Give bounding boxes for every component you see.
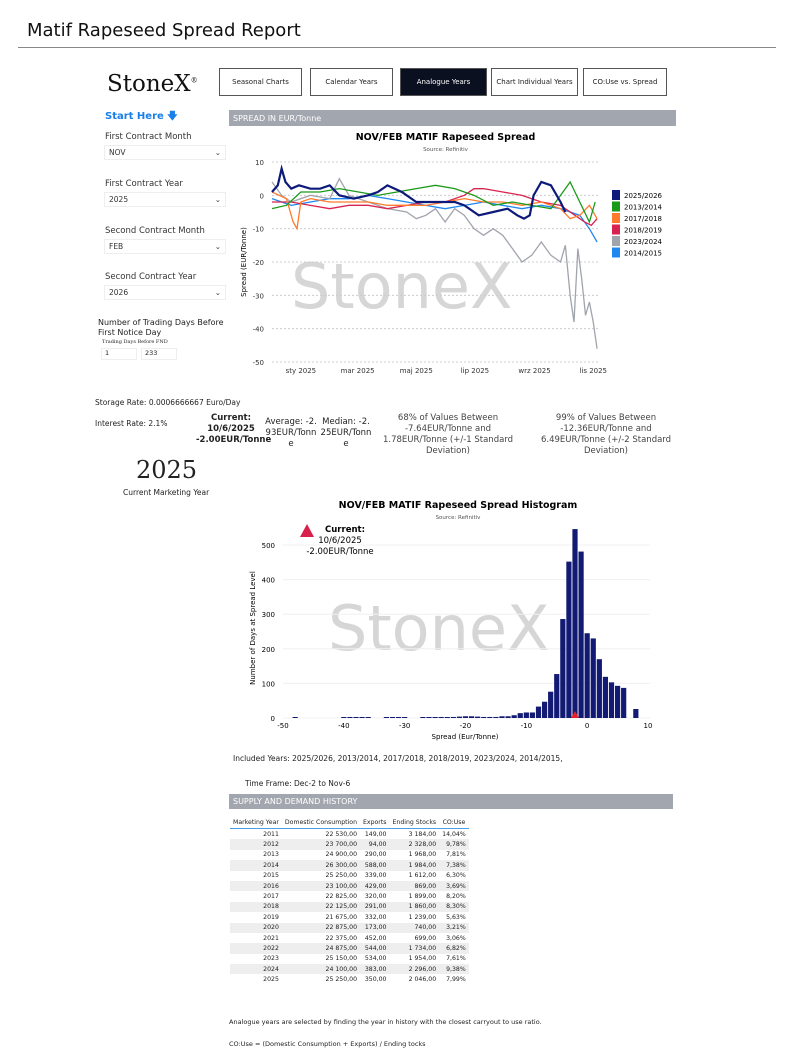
y-axis-label: Number of Days at Spread Level	[249, 571, 257, 685]
y-tick-label: 300	[261, 611, 275, 620]
table-cell: 429,00	[360, 881, 389, 891]
table-cell: 2015	[263, 872, 279, 880]
y-axis-label: Spread (EUR/Tonne)	[240, 227, 248, 297]
histogram-bar	[293, 717, 298, 718]
y-tick-label: -50	[252, 359, 264, 367]
current-legend-triangle	[300, 524, 314, 537]
table-cell: 23 700,00	[282, 839, 360, 849]
column-header[interactable]: CO:Use	[439, 817, 469, 829]
table-cell: 2011	[263, 830, 279, 838]
histogram-bar	[481, 717, 486, 718]
histogram-bar	[451, 717, 456, 718]
legend-swatch	[612, 248, 620, 258]
table-cell: 21 675,00	[325, 913, 358, 921]
legend-swatch	[612, 190, 620, 200]
histogram-bar	[518, 713, 523, 718]
table-cell: 2 296,00	[390, 964, 440, 974]
x-tick-label: maj 2025	[399, 367, 433, 375]
histogram-bar	[578, 552, 583, 718]
table-cell: 22 375,00	[325, 934, 358, 942]
trading-days-sublabel: Trading Days Before FND	[102, 339, 168, 345]
arrow-down-icon: 🡇	[167, 111, 178, 122]
footnote-analogue: Analogue years are selected by finding the year in history with the closest carryout to use ratio.	[229, 1018, 542, 1026]
histogram-bar	[402, 717, 407, 718]
histogram-bar	[603, 677, 608, 718]
histogram-bar	[366, 717, 371, 718]
table-row	[230, 954, 469, 964]
histogram-bar	[536, 707, 541, 718]
tab-calendar-years[interactable]: Calendar Years	[310, 68, 393, 96]
table-cell: 9,78%	[439, 839, 469, 849]
table-cell: 2020	[230, 923, 282, 933]
y-tick-label: 10	[255, 159, 264, 167]
x-tick-label: lip 2025	[460, 367, 490, 375]
chevron-down-icon: ⌄	[214, 288, 221, 297]
table-cell: 1 968,00	[408, 851, 437, 859]
table-cell: 2016	[230, 881, 282, 891]
table-row	[230, 881, 469, 891]
table-cell: 3,06%	[446, 934, 466, 942]
table-row	[230, 923, 469, 933]
series-line-2025/2026	[272, 169, 565, 219]
divider	[18, 47, 776, 48]
histogram-bar	[457, 717, 462, 718]
x-tick-label: mar 2025	[340, 367, 375, 375]
y-tick-label: 0	[259, 192, 264, 201]
histogram-bar	[439, 717, 444, 718]
chart-subtitle: Source: Refinitiv	[423, 147, 468, 153]
table-cell: 869,00	[390, 881, 440, 891]
histogram-bar	[560, 619, 565, 718]
histogram-bar	[597, 659, 602, 718]
tab-co-use-vs-spread[interactable]: CO:Use vs. Spread	[583, 68, 667, 96]
histogram-bar	[566, 562, 571, 718]
y-tick-label: -40	[252, 325, 264, 334]
histogram-bar	[585, 633, 590, 718]
histogram-bar	[572, 529, 577, 718]
table-cell: 7,81%	[446, 851, 466, 859]
histogram-bar	[445, 717, 450, 718]
table-cell: 3 184,00	[408, 830, 437, 838]
x-tick-label: -50	[277, 722, 289, 730]
histogram-bar	[542, 702, 547, 718]
table-cell: 25 250,00	[325, 872, 358, 880]
histogram-bar	[615, 686, 620, 718]
histogram-bar	[469, 716, 474, 718]
second-year-select[interactable]: 2026 ⌄	[104, 285, 226, 300]
chart-subtitle: Source: Refinitiv	[435, 515, 481, 521]
spread-line-chart	[229, 128, 679, 378]
sd1-stat: 68% of Values Between -7.64EUR/Tonne and 1.78EUR/Tonne (+/-1 Standard Deviation)	[382, 413, 514, 456]
histogram-bar	[475, 717, 480, 718]
current-annotation-value: -2.00EUR/Tonne	[306, 547, 374, 557]
legend-label: 2017/2018	[624, 215, 662, 223]
table-cell: 3,21%	[439, 923, 469, 933]
x-tick-label: lis 2025	[579, 367, 608, 375]
average-stat: Average: -2.93EUR/Tonne	[265, 417, 317, 449]
x-tick-label: wrz 2025	[518, 367, 551, 375]
legend-swatch	[612, 213, 620, 223]
supply-demand-table	[230, 817, 469, 985]
table-cell: 2025	[263, 976, 279, 984]
histogram-bar	[530, 712, 535, 718]
histogram-bar	[341, 717, 346, 718]
supply-demand-header: SUPPLY AND DEMAND HISTORY	[229, 794, 673, 809]
table-cell: 2019	[263, 913, 279, 921]
x-tick-label: sty 2025	[285, 367, 317, 375]
histogram-bar	[353, 717, 358, 718]
included-years: Included Years: 2025/2026, 2013/2014, 2017/2018, 2018/2019, 2023/2024, 2014/2015,	[233, 754, 563, 763]
legend-swatch	[612, 225, 620, 235]
column-header[interactable]: Ending Stocks	[390, 817, 440, 829]
table-cell: 2013	[263, 851, 279, 859]
table-cell: 6,30%	[446, 872, 466, 880]
table-cell: 1 899,00	[408, 893, 437, 901]
y-tick-label: -10	[252, 225, 264, 234]
table-cell: 94,00	[360, 839, 389, 849]
table-row	[230, 839, 469, 849]
table-cell: 9,38%	[439, 964, 469, 974]
table-cell: 534,00	[364, 955, 387, 963]
histogram-bar	[493, 717, 498, 718]
x-tick-label: -30	[398, 722, 411, 730]
table-row	[230, 871, 469, 881]
table-cell: 452,00	[364, 934, 387, 942]
table-cell: 173,00	[360, 923, 389, 933]
histogram-bar	[621, 688, 626, 718]
table-row	[230, 912, 469, 922]
table-row	[230, 933, 469, 943]
table-cell: 350,00	[364, 976, 387, 984]
histogram-bar	[396, 717, 401, 718]
first-month-select[interactable]: NOV ⌄	[104, 145, 226, 160]
histogram-bar	[384, 717, 389, 718]
histogram-bar	[554, 674, 559, 718]
tab-analogue-years[interactable]: Analogue Years	[400, 68, 487, 96]
legend-label: 2014/2015	[624, 249, 662, 258]
chevron-down-icon: ⌄	[214, 148, 221, 157]
x-tick-label: -20	[459, 722, 472, 730]
chevron-down-icon: ⌄	[214, 195, 221, 204]
marketing-year: 2025	[136, 456, 198, 484]
column-header[interactable]: Marketing Year	[230, 817, 282, 829]
current-stat: Current: 10/6/2025 -2.00EUR/Tonne	[196, 413, 272, 445]
table-cell: 740,00	[390, 923, 440, 933]
tab-chart-individual-years[interactable]: Chart Individual Years	[491, 68, 578, 96]
table-cell: 383,00	[360, 964, 389, 974]
table-cell: 23 100,00	[282, 881, 360, 891]
histogram-bar	[512, 715, 517, 718]
table-cell: 291,00	[360, 902, 389, 912]
spread-histogram	[240, 495, 670, 750]
footnote-co-use: CO:Use = (Domestic Consumption + Exports) / Ending tocks	[229, 1040, 426, 1048]
y-tick-label: 500	[261, 542, 275, 550]
current-annotation-label: Current:	[325, 525, 365, 535]
first-year-label: First Contract Year	[105, 179, 183, 189]
y-tick-label: -20	[252, 259, 264, 267]
legend-label: 2023/2024	[624, 238, 662, 246]
legend-label: 2025/2026	[624, 192, 662, 200]
table-cell: 25 250,00	[325, 976, 358, 984]
column-header[interactable]: Domestic Consumption	[282, 817, 360, 829]
page-title: Matif Rapeseed Spread Report	[27, 20, 301, 41]
table-cell: 7,61%	[446, 955, 466, 963]
histogram-bar	[548, 692, 553, 718]
table-cell: 22 530,00	[325, 830, 358, 838]
x-tick-label: -40	[338, 722, 350, 730]
first-year-select[interactable]: 2025 ⌄	[104, 192, 226, 207]
table-cell: 8,30%	[439, 902, 469, 912]
y-tick-label: -30	[252, 292, 264, 301]
x-tick-label: -10	[520, 722, 533, 730]
table-cell: 1 984,00	[390, 860, 440, 870]
table-row	[230, 829, 469, 840]
histogram-bar	[633, 709, 638, 718]
table-cell: 1 612,00	[408, 872, 437, 880]
table-cell: 26 300,00	[282, 860, 360, 870]
histogram-bar	[420, 717, 425, 718]
table-cell: 332,00	[364, 913, 387, 921]
table-cell: 149,00	[364, 830, 387, 838]
table-cell: 2012	[230, 839, 282, 849]
histogram-bar	[390, 717, 395, 718]
chart-title: NOV/FEB MATIF Rapeseed Spread	[355, 132, 536, 143]
current-marker	[571, 711, 579, 718]
y-tick-label: 400	[261, 576, 275, 585]
table-cell: 6,82%	[439, 943, 469, 953]
table-row	[230, 943, 469, 953]
time-frame: Time Frame: Dec-2 to Nov-6	[245, 779, 351, 788]
table-row	[230, 964, 469, 974]
table-cell: 2022	[230, 943, 282, 953]
chart-title: NOV/FEB MATIF Rapeseed Spread Histogram	[338, 500, 578, 511]
trading-days-min-input[interactable]: 1	[101, 348, 137, 360]
histogram-bar	[359, 717, 364, 718]
spread-header: SPREAD IN EUR/Tonne	[229, 110, 676, 126]
sd2-stat: 99% of Values Between -12.36EUR/Tonne and 6.49EUR/Tonne (+/-2 Standard Deviation)	[540, 413, 672, 456]
table-cell: 2018	[230, 902, 282, 912]
column-header[interactable]: Exports	[360, 817, 389, 829]
table-cell: 339,00	[364, 872, 387, 880]
y-tick-label: 0	[270, 715, 275, 723]
table-cell: 2014	[230, 860, 282, 870]
histogram-bar	[505, 716, 510, 718]
table-cell: 8,20%	[446, 893, 466, 901]
table-cell: 1 734,00	[390, 943, 440, 953]
legend-swatch	[612, 236, 620, 246]
current-annotation-date: 10/6/2025	[318, 536, 362, 546]
table-row	[230, 891, 469, 901]
legend-swatch	[612, 202, 620, 212]
y-tick-label: 100	[261, 680, 275, 689]
table-cell: 25 150,00	[325, 955, 358, 963]
table-cell: 699,00	[414, 934, 437, 942]
table-cell: 2017	[263, 893, 279, 901]
table-cell: 22 875,00	[282, 923, 360, 933]
stonex-watermark: StoneX	[328, 592, 550, 665]
table-cell: 7,38%	[439, 860, 469, 870]
table-cell: 24 900,00	[325, 851, 358, 859]
table-cell: 2 328,00	[390, 839, 440, 849]
interest-rate: Interest Rate: 2.1%	[95, 419, 168, 428]
table-cell: 1 954,00	[408, 955, 437, 963]
histogram-bar	[487, 717, 492, 718]
trading-days-max-input[interactable]: 233	[141, 348, 177, 360]
legend-label: 2018/2019	[624, 226, 662, 235]
second-month-select[interactable]: FEB ⌄	[104, 239, 226, 254]
median-stat: Median: -2.25EUR/Tonne	[320, 417, 372, 449]
tab-seasonal-charts[interactable]: Seasonal Charts	[219, 68, 302, 96]
histogram-bar	[499, 716, 504, 718]
table-cell: 22 125,00	[282, 902, 360, 912]
histogram-bar	[347, 717, 352, 718]
table-cell: 7,99%	[446, 976, 466, 984]
histogram-bar	[524, 712, 529, 718]
trading-days-label: Number of Trading Days Before First Notice Day	[98, 318, 224, 337]
stonex-watermark: StoneX	[291, 250, 513, 323]
table-cell: 1 860,00	[390, 902, 440, 912]
marketing-year-label: Current Marketing Year	[123, 488, 210, 497]
table-cell: 290,00	[364, 851, 387, 859]
histogram-bar	[591, 638, 596, 718]
second-month-label: Second Contract Month	[105, 226, 205, 236]
table-cell: 320,00	[364, 893, 387, 901]
stonex-logo: StoneX®	[107, 71, 198, 97]
histogram-bar	[463, 716, 468, 718]
table-cell: 3,69%	[439, 881, 469, 891]
histogram-bar	[432, 717, 437, 718]
table-row	[230, 850, 469, 860]
table-cell: 14,04%	[442, 830, 466, 838]
table-cell: 2021	[263, 934, 279, 942]
second-year-label: Second Contract Year	[105, 272, 197, 282]
table-cell: 5,63%	[446, 913, 466, 921]
table-row	[230, 902, 469, 912]
start-here: Start Here 🡇	[105, 111, 178, 122]
table-cell: 544,00	[360, 943, 389, 953]
x-axis-label: Spread (Eur/Tonne)	[431, 733, 499, 741]
histogram-bar	[609, 682, 614, 718]
table-row	[230, 974, 469, 984]
legend-label: 2013/2014	[624, 203, 662, 212]
table-row	[230, 860, 469, 870]
x-tick-label: 10	[643, 722, 653, 730]
histogram-bar	[426, 717, 431, 718]
x-tick-label: 0	[584, 722, 590, 730]
table-cell: 2 046,00	[408, 976, 437, 984]
first-month-label: First Contract Month	[105, 132, 192, 142]
table-cell: 22 825,00	[325, 893, 358, 901]
table-cell: 588,00	[360, 860, 389, 870]
chevron-down-icon: ⌄	[214, 242, 221, 251]
table-cell: 24 875,00	[282, 943, 360, 953]
y-tick-label: 200	[261, 645, 275, 654]
table-cell: 2023	[263, 955, 279, 963]
storage-rate: Storage Rate: 0.0006666667 Euro/Day	[95, 398, 241, 407]
table-cell: 24 100,00	[282, 964, 360, 974]
table-cell: 2024	[230, 964, 282, 974]
table-cell: 1 239,00	[408, 913, 437, 921]
